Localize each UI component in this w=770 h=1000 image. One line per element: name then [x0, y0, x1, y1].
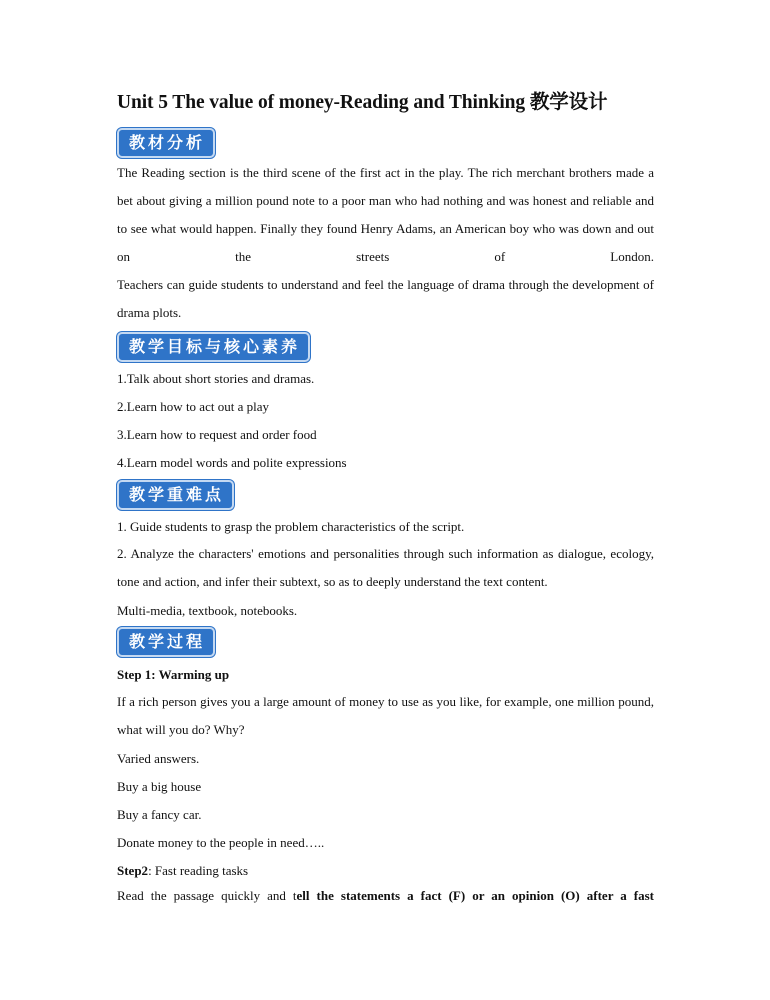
answer-item-2: Buy a big house [117, 779, 202, 794]
section-badge-key-points: 教学重难点 [117, 480, 234, 510]
section-badge-process: 教学过程 [117, 627, 215, 657]
goal-item-2: 2.Learn how to act out a play [117, 399, 269, 414]
step2-task [117, 882, 654, 910]
analysis-paragraph-2: Teachers can guide students to understand and feel the language of drama through the development of drama plots. [117, 277, 654, 320]
key-point-1: 1. Guide students to grasp the problem characteristics of the script. [117, 519, 465, 534]
goal-item-1: 1.Talk about short stories and dramas. [117, 371, 315, 386]
step1-question: If a rich person gives you a large amount of money to use as you like, for example, one million pound, what will you do? Why? [117, 694, 654, 737]
step2-line [117, 863, 654, 879]
document-title: Unit 5 The value of money-Reading and Thinking 教学设计 [117, 92, 608, 113]
goal-item-3: 3.Learn how to request and order food [117, 427, 317, 442]
analysis-paragraph-1-wrap [117, 159, 654, 264]
key-point-2: 2. Analyze the characters' emotions and personalities through such information as dialogue, ecology, tone and action, and infer their subtext, so as to deeply understand the text content. [117, 546, 654, 589]
step2-label: Step2 [117, 863, 149, 878]
answer-item-1: Varied answers. [117, 751, 200, 766]
answer-item-4: Donate money to the people in need….. [117, 835, 325, 850]
section-badge-goals: 教学目标与核心素养 [117, 332, 310, 362]
analysis-paragraph-1: The Reading section is the third scene of the first act in the play. The rich merchant brothers made a bet about giving a million pound note to a poor man who had nothing and was honest and reliable and to see what would happen. Finally they found Henry Adams, an American boy who was down and out on the streets of London. [117, 165, 654, 264]
step2-task-plain: Read the passage quickly and t [117, 888, 297, 903]
step2-task-bold: ell the statements a fact (F) or an opinion (O) after a fast [296, 888, 655, 903]
answer-item-3: Buy a fancy car. [117, 807, 202, 822]
goal-item-4: 4.Learn model words and polite expressions [117, 455, 347, 470]
step2-title-rest: : Fast reading tasks [148, 863, 249, 878]
materials-line: Multi-media, textbook, notebooks. [117, 603, 298, 618]
section-badge-analysis: 教材分析 [117, 128, 215, 158]
step1-title: Step 1: Warming up [117, 667, 230, 682]
